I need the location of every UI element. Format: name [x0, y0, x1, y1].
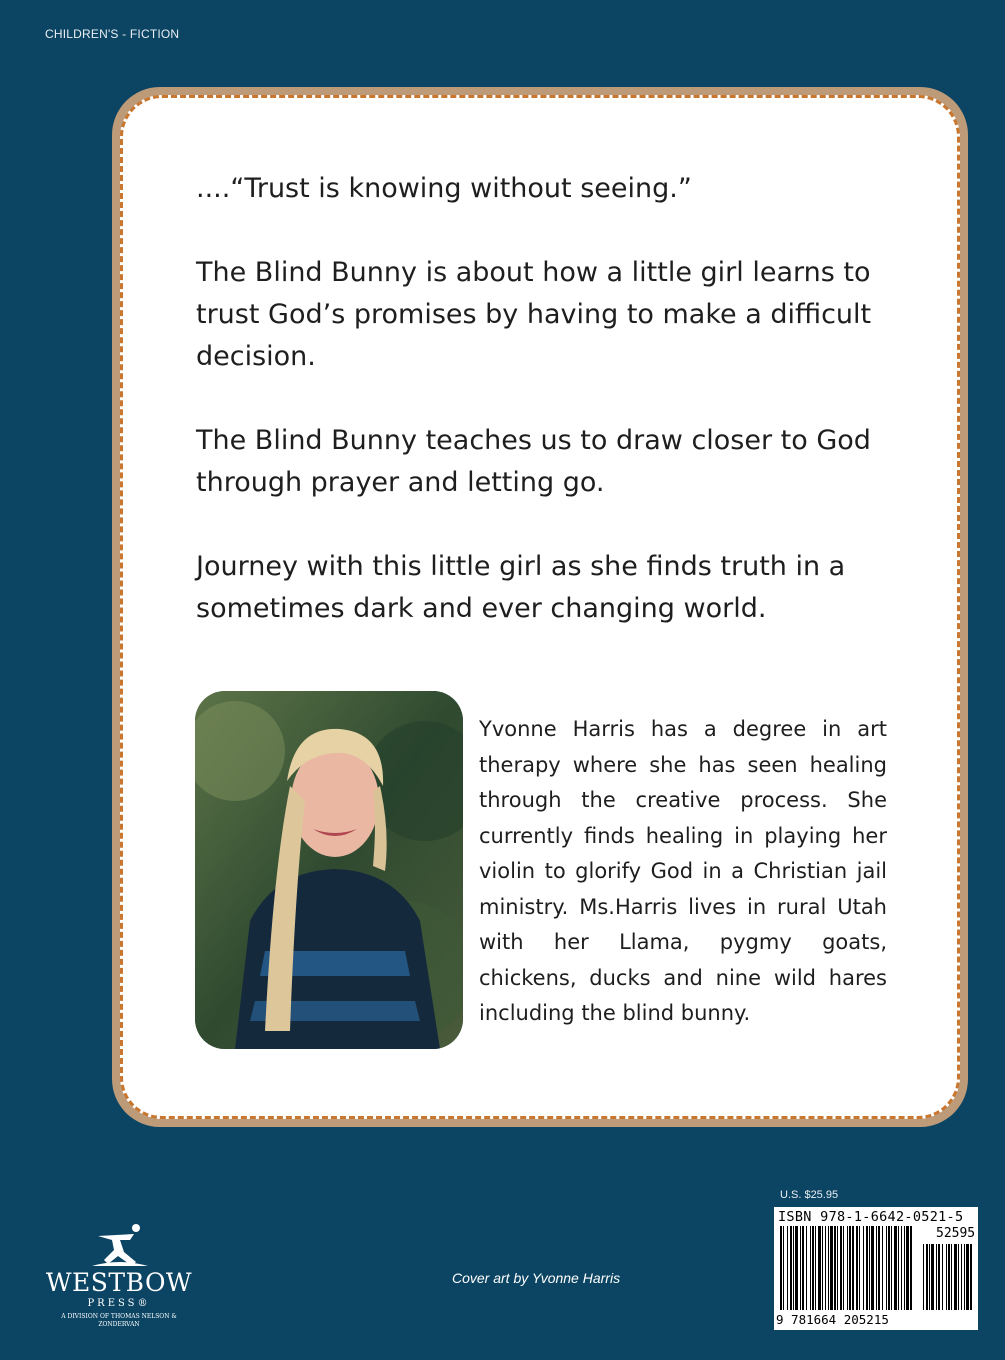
addon-bar — [929, 1244, 930, 1310]
publisher-division: A DIVISION OF THOMAS NELSON & ZONDERVAN — [61, 1313, 177, 1328]
addon-bar — [954, 1244, 957, 1310]
back-cover-blurb — [196, 168, 896, 672]
barcode-bar — [859, 1226, 860, 1310]
barcode-bar — [790, 1226, 792, 1310]
addon-bar — [958, 1244, 959, 1310]
blurb-paragraph-1: The Blind Bunny is about how a little girl learns to trust God’s promises by having to make a difficult decision. — [196, 257, 872, 372]
barcode-bar — [901, 1226, 902, 1310]
barcode-bar — [906, 1226, 909, 1310]
cover-art-credit: Cover art by Yvonne Harris — [452, 1270, 621, 1286]
barcode-bar — [871, 1226, 874, 1310]
runner-icon — [90, 1222, 150, 1268]
publisher-press: PRESS® — [87, 1298, 151, 1309]
barcode-bar — [849, 1226, 851, 1310]
publisher-name: WESTBOW — [45, 1268, 193, 1297]
price: U.S. $25.95 — [780, 1189, 839, 1201]
barcode-bar — [898, 1226, 899, 1310]
addon-bar — [951, 1244, 952, 1310]
barcode-bar — [886, 1226, 887, 1310]
barcode-bars — [778, 1226, 974, 1312]
author-photo — [195, 691, 463, 1049]
barcode-bar — [812, 1226, 814, 1310]
barcode-bar — [837, 1226, 838, 1310]
addon-bar — [942, 1244, 943, 1310]
barcode-bar — [793, 1226, 794, 1310]
addon-bar — [923, 1244, 924, 1310]
addon-bar — [926, 1244, 928, 1310]
barcode-bar — [800, 1226, 801, 1310]
barcode-bar — [783, 1226, 784, 1310]
barcode-bar — [830, 1226, 833, 1310]
barcode-bar — [888, 1226, 890, 1310]
barcode-bar — [904, 1226, 905, 1310]
barcode-bar — [802, 1226, 804, 1310]
category-label: CHILDREN'S - FICTION — [45, 27, 180, 41]
barcode-bar — [856, 1226, 858, 1310]
barcode-bar — [894, 1226, 897, 1310]
addon-bar — [936, 1244, 937, 1310]
addon-bar — [938, 1244, 940, 1310]
barcode-bar — [891, 1226, 892, 1310]
barcode-bar — [878, 1226, 880, 1310]
barcode-bar — [825, 1226, 826, 1310]
barcode-bar — [815, 1226, 816, 1310]
barcode-bar — [806, 1226, 807, 1310]
barcode-bar — [847, 1226, 848, 1310]
barcode-bar — [822, 1226, 823, 1310]
author-bio: Yvonne Harris has a degree in art therapy where she has seen healing through the creative process. She currently finds healing in playing her violin to glorify God in a Christian jail ministry. Ms.Harris lives in rural Utah with her Llama, pygmy goats, chickens, ducks and nine wild hares including the blind bunny. — [479, 717, 887, 1025]
barcode-bar — [828, 1226, 829, 1310]
barcode-bar — [863, 1226, 864, 1310]
barcode-bar — [876, 1226, 877, 1310]
addon-bar — [948, 1244, 950, 1310]
barcode-bar — [818, 1226, 821, 1310]
addon-bar — [961, 1244, 962, 1310]
barcode-bar — [869, 1226, 870, 1310]
addon-bar — [964, 1244, 965, 1310]
barcode-bar — [780, 1226, 782, 1310]
barcode-bar — [882, 1226, 883, 1310]
addon-bar — [970, 1244, 972, 1310]
barcode-bar — [910, 1226, 912, 1310]
barcode-bar — [834, 1226, 836, 1310]
price-addon-code: 52595 — [936, 1226, 976, 1241]
barcode-bar — [787, 1226, 788, 1310]
blurb-paragraph-3: Journey with this little girl as she finds truth in a sometimes dark and ever changing world. — [196, 551, 846, 624]
ean-digits: 9 781664 205215 — [776, 1312, 889, 1327]
barcode-bar — [840, 1226, 842, 1310]
addon-bar — [946, 1244, 947, 1310]
barcode-bar — [866, 1226, 868, 1310]
barcode-bar — [843, 1226, 844, 1310]
addon-bar — [966, 1244, 969, 1310]
isbn-barcode — [774, 1207, 978, 1330]
barcode-bar — [795, 1226, 798, 1310]
barcode-bar — [810, 1226, 811, 1310]
publisher-logo — [38, 1222, 198, 1332]
blurb-quote: ....“Trust is knowing without seeing.” — [196, 173, 692, 204]
isbn-label: ISBN 978-1-6642-0521-5 — [778, 1209, 964, 1225]
addon-bar — [931, 1244, 934, 1310]
barcode-bar — [852, 1226, 854, 1310]
blurb-paragraph-2: The Blind Bunny teaches us to draw closer to God through prayer and letting go. — [196, 425, 871, 498]
